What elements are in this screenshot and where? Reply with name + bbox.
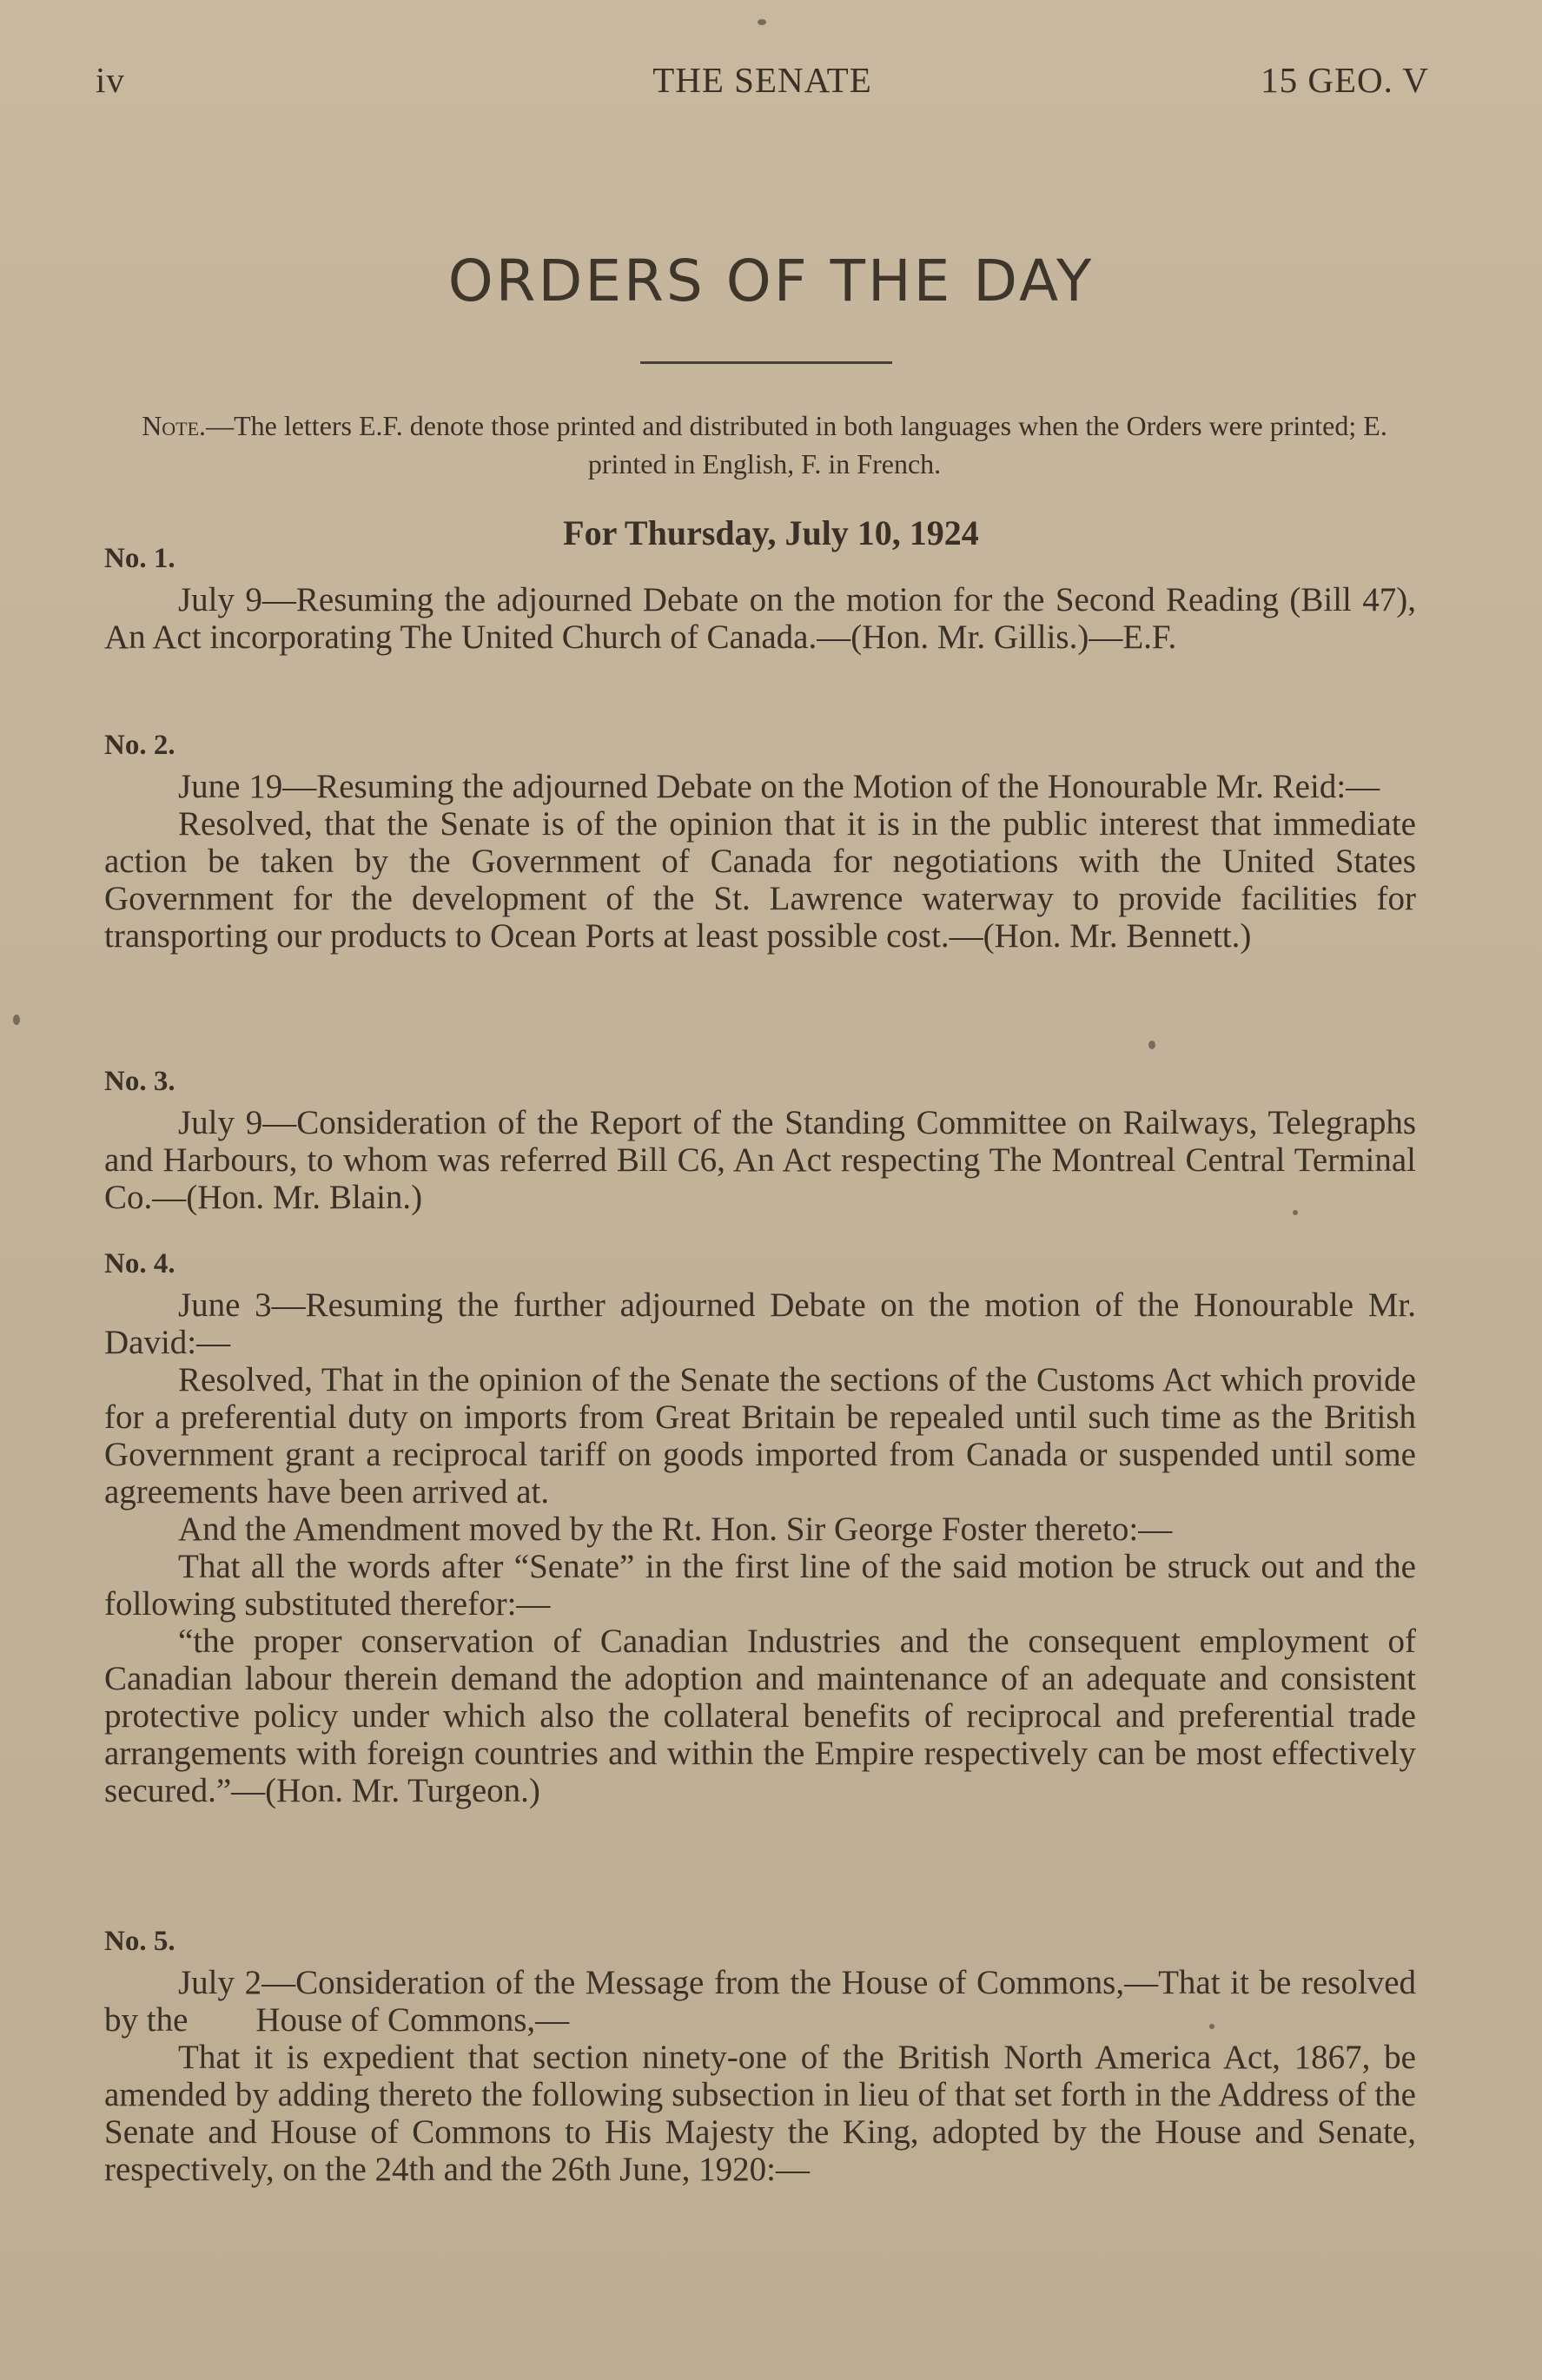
regnal-year: 15 GEO. V: [1261, 60, 1429, 100]
order-item: [104, 541, 1416, 656]
note-text: —The letters E.F. denote those printed and distributed in both languages when the Orders were printed; E. printed in English, F. in French.: [206, 410, 1387, 479]
running-head-title: THE SENATE: [652, 60, 872, 100]
date-heading: For Thursday, July 10, 1924: [563, 513, 979, 552]
order-paragraph: July 9—Resuming the adjourned Debate on the motion for the Second Reading (Bill 47), An Act incorporating The United Church of Canada.—(Hon. Mr. Gillis.)—E.F.: [104, 581, 1416, 656]
running-head: [96, 59, 1429, 111]
order-paragraph: That all the words after “Senate” in the first line of the said motion be struck out and the following substituted therefor:—: [104, 1548, 1416, 1623]
order-item: [104, 1924, 1425, 2188]
order-item-number: No. 1.: [104, 543, 175, 574]
order-paragraph: “the proper conservation of Canadian Industries and the consequent employment of Canadian labour therein demand the adoption and maintenance of an adequate and consistent protective policy under which also the collateral benefits of reciprocal and preferential trade arrangements with foreign countries and within the Empire respectively can be most effectively secured.”—(Hon. Mr. Turgeon.): [104, 1623, 1416, 1809]
order-item-number: No. 3.: [104, 1066, 175, 1097]
note: [109, 407, 1420, 483]
order-item-number: No. 4.: [104, 1248, 175, 1279]
order-paragraph: June 19—Resuming the adjourned Debate on the Motion of the Honourable Mr. Reid:—: [178, 768, 1380, 805]
order-item: [104, 728, 1416, 955]
order-paragraph: July 2—Consideration of the Message from the House of Commons,—That it be resolved by the House of Commons,—: [104, 1964, 1425, 2039]
order-paragraph: Resolved, that the Senate is of the opinion that it is in the public interest that immediate action be taken by the Government of Canada for negotiations with the United States Government for the development of the St. Lawrence waterway to provide facilities for transporting our products to Ocean Ports at least possible cost.—(Hon. Mr. Bennett.): [104, 805, 1416, 955]
order-item: [104, 1246, 1416, 1809]
note-label: Note.: [142, 410, 207, 441]
page-number: iv: [96, 60, 125, 100]
order-item: [104, 1064, 1416, 1216]
order-item-number: No. 5.: [104, 1926, 175, 1957]
order-paragraph: Resolved, That in the opinion of the Senate the sections of the Customs Act which provide for a preferential duty on imports from Great Britain be repealed until such time as the British Government grant a reciprocal tariff on goods imported from Canada or suspended until some agreements have been arrived at.: [104, 1361, 1416, 1511]
order-item-number: No. 2.: [104, 730, 175, 761]
order-paragraph: And the Amendment moved by the Rt. Hon. Sir George Foster thereto:—: [178, 1511, 1173, 1548]
order-paragraph: July 9—Consideration of the Report of the Standing Committee on Railways, Telegraphs and Harbours, to whom was referred Bill C6, An Act respecting The Montreal Central Terminal Co.—(Hon. Mr. Blain.): [104, 1104, 1416, 1216]
title-rule: [640, 361, 892, 364]
order-paragraph: June 3—Resuming the further adjourned Debate on the motion of the Honourable Mr. David:—: [104, 1286, 1416, 1361]
order-paragraph: That it is expedient that section ninety-one of the British North America Act, 1867, be amended by adding thereto the following subsection in lieu of that set forth in the Address of the Senate and House of Commons to His Majesty the King, adopted by the House and Senate, respectively, on the 24th and the 26th June, 1920:—: [104, 2039, 1416, 2188]
page-title: ORDERS OF THE DAY: [447, 248, 1095, 314]
